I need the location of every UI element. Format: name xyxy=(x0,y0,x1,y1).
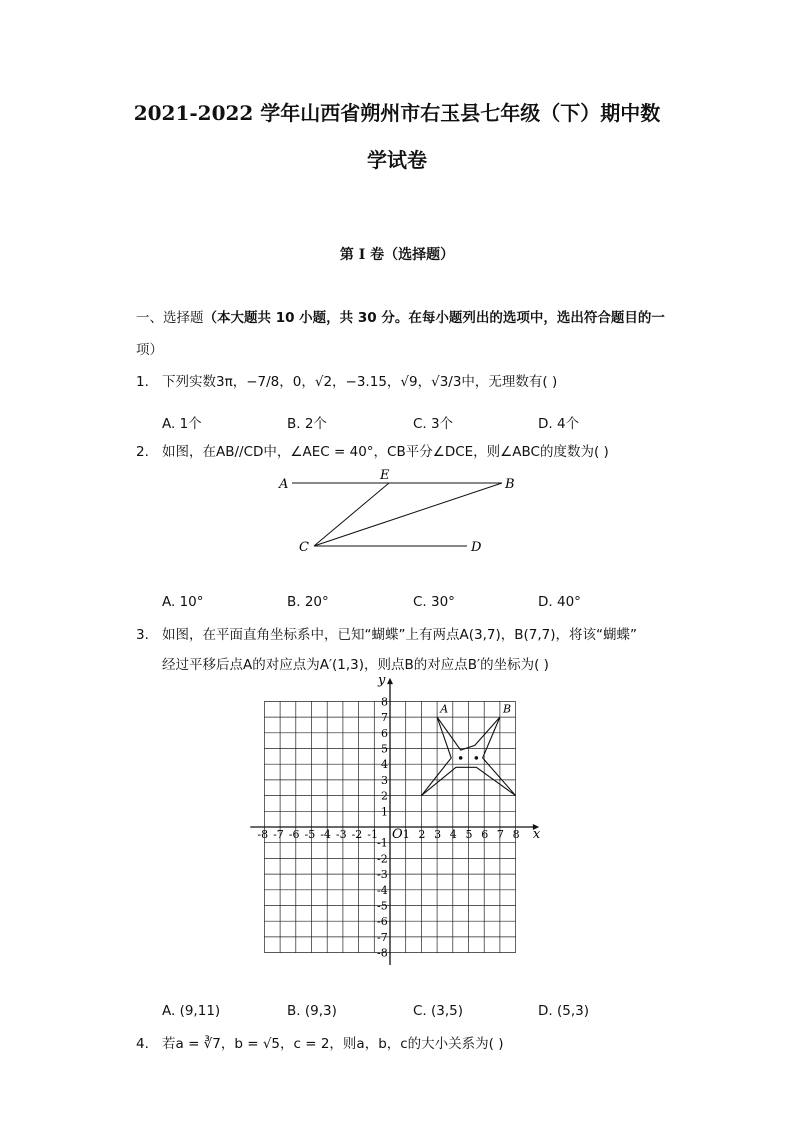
y-axis-label: y xyxy=(378,675,386,689)
q2-option-d[interactable]: D. 40° xyxy=(538,594,581,610)
point-b-label: B xyxy=(503,702,512,716)
q3-option-d[interactable]: D. (5,3) xyxy=(538,1003,589,1019)
section-title: 第 I 卷（选择题） xyxy=(339,247,455,263)
q3-option-b[interactable]: B. (9,3) xyxy=(287,1003,337,1019)
q1-option-b[interactable]: B. 2个 xyxy=(287,416,327,432)
question-1-stem: 下列实数3π，−7/8，0，√2，−3.15，√9，√3/3中，无理数有( ) xyxy=(162,374,558,390)
x-tick-label: -4 xyxy=(320,828,331,841)
y-tick-label: -1 xyxy=(377,836,388,850)
question-3-number: 3. xyxy=(136,627,149,643)
x-tick-label: 1 xyxy=(402,828,410,841)
y-tick-label: 7 xyxy=(381,711,388,725)
q1-option-a[interactable]: A. 1个 xyxy=(162,416,202,432)
x-tick-label: 2 xyxy=(418,828,426,841)
y-tick-label: 1 xyxy=(381,805,388,819)
x-axis-label: x xyxy=(532,827,541,842)
y-tick-label: 2 xyxy=(381,789,388,803)
question-2-stem: 如图，在AB//CD中，∠AEC = 40°，CB平分∠DCE，则∠ABC的度数为( ) xyxy=(162,444,609,460)
y-tick-label: -4 xyxy=(377,883,388,897)
question-3-stem-line1: 如图，在平面直角坐标系中，已知“蝴蝶”上有两点A(3,7)，B(7,7)，将该“蝴蝶” xyxy=(162,627,637,643)
q1-option-c[interactable]: C. 3个 xyxy=(413,416,454,432)
y-tick-label: -8 xyxy=(377,946,388,960)
butterfly-dot-right xyxy=(475,756,479,760)
part-one-label: 一、选择题 xyxy=(136,310,204,326)
q2-figure xyxy=(270,462,530,562)
x-tick-label: 8 xyxy=(512,828,520,841)
question-1-number: 1. xyxy=(136,374,149,390)
x-tick-label: 4 xyxy=(449,828,457,841)
part-one-heading xyxy=(136,306,665,326)
y-tick-label: 6 xyxy=(381,726,388,740)
x-tick-label: -3 xyxy=(335,828,347,841)
y-tick-label: -2 xyxy=(377,852,388,866)
q3-option-a[interactable]: A. (9,11) xyxy=(162,1003,221,1019)
line-ce xyxy=(314,483,389,546)
y-tick-label: -6 xyxy=(377,915,388,929)
x-tick-label: 7 xyxy=(496,828,504,841)
x-tick-label: -8 xyxy=(257,828,269,841)
q3-option-c[interactable]: C. (3,5) xyxy=(413,1003,464,1019)
question-2-number: 2. xyxy=(136,444,149,460)
y-tick-label: -3 xyxy=(377,868,388,882)
y-tick-label: -5 xyxy=(377,899,388,913)
question-4-number: 4. xyxy=(136,1036,149,1052)
y-tick-label: -7 xyxy=(377,930,388,944)
label-c: C xyxy=(299,540,309,555)
x-tick-label: -6 xyxy=(288,828,300,841)
q3-coordinate-figure xyxy=(245,675,550,965)
label-e: E xyxy=(380,468,390,483)
paper-title-line2: 学试卷 xyxy=(367,148,427,172)
label-d: D xyxy=(471,540,482,555)
point-a-label: A xyxy=(440,702,449,716)
q2-option-b[interactable]: B. 20° xyxy=(287,594,329,610)
x-tick-label: -1 xyxy=(367,828,379,841)
butterfly-dot-left xyxy=(459,756,463,760)
question-3-stem-line2: 经过平移后点A的对应点为A′(1,3)，则点B的对应点B′的坐标为( ) xyxy=(162,657,549,673)
paper-title-line1: 2021-2022 学年山西省朔州市右玉县七年级（下）期中数 xyxy=(133,101,661,125)
y-tick-label: 8 xyxy=(381,695,388,709)
part-one-note: （本大题共 10 小题，共 30 分。在每小题列出的选项中，选出符合题目的一 xyxy=(203,310,665,326)
q2-option-c[interactable]: C. 30° xyxy=(413,594,455,610)
y-axis-arrow xyxy=(387,678,393,684)
line-cb xyxy=(314,483,502,546)
x-tick-label: -5 xyxy=(304,828,316,841)
y-tick-label: 5 xyxy=(381,742,388,756)
q1-option-d[interactable]: D. 4个 xyxy=(538,416,580,432)
x-tick-label: -2 xyxy=(351,828,363,841)
label-a: A xyxy=(279,477,289,492)
y-tick-label: 4 xyxy=(381,758,388,772)
x-tick-label: 6 xyxy=(481,828,489,841)
x-tick-label: 3 xyxy=(434,828,442,841)
part-one-note-cont: 项） xyxy=(136,342,163,358)
origin-label: O xyxy=(392,827,403,842)
q2-option-a[interactable]: A. 10° xyxy=(162,594,204,610)
question-4-stem: 若a = ∛7，b = √5，c = 2，则a，b，c的大小关系为( ) xyxy=(162,1036,504,1052)
x-tick-label: -7 xyxy=(273,828,284,841)
y-tick-label: 3 xyxy=(381,773,388,787)
label-b: B xyxy=(505,477,515,492)
x-tick-label: 5 xyxy=(465,828,473,841)
